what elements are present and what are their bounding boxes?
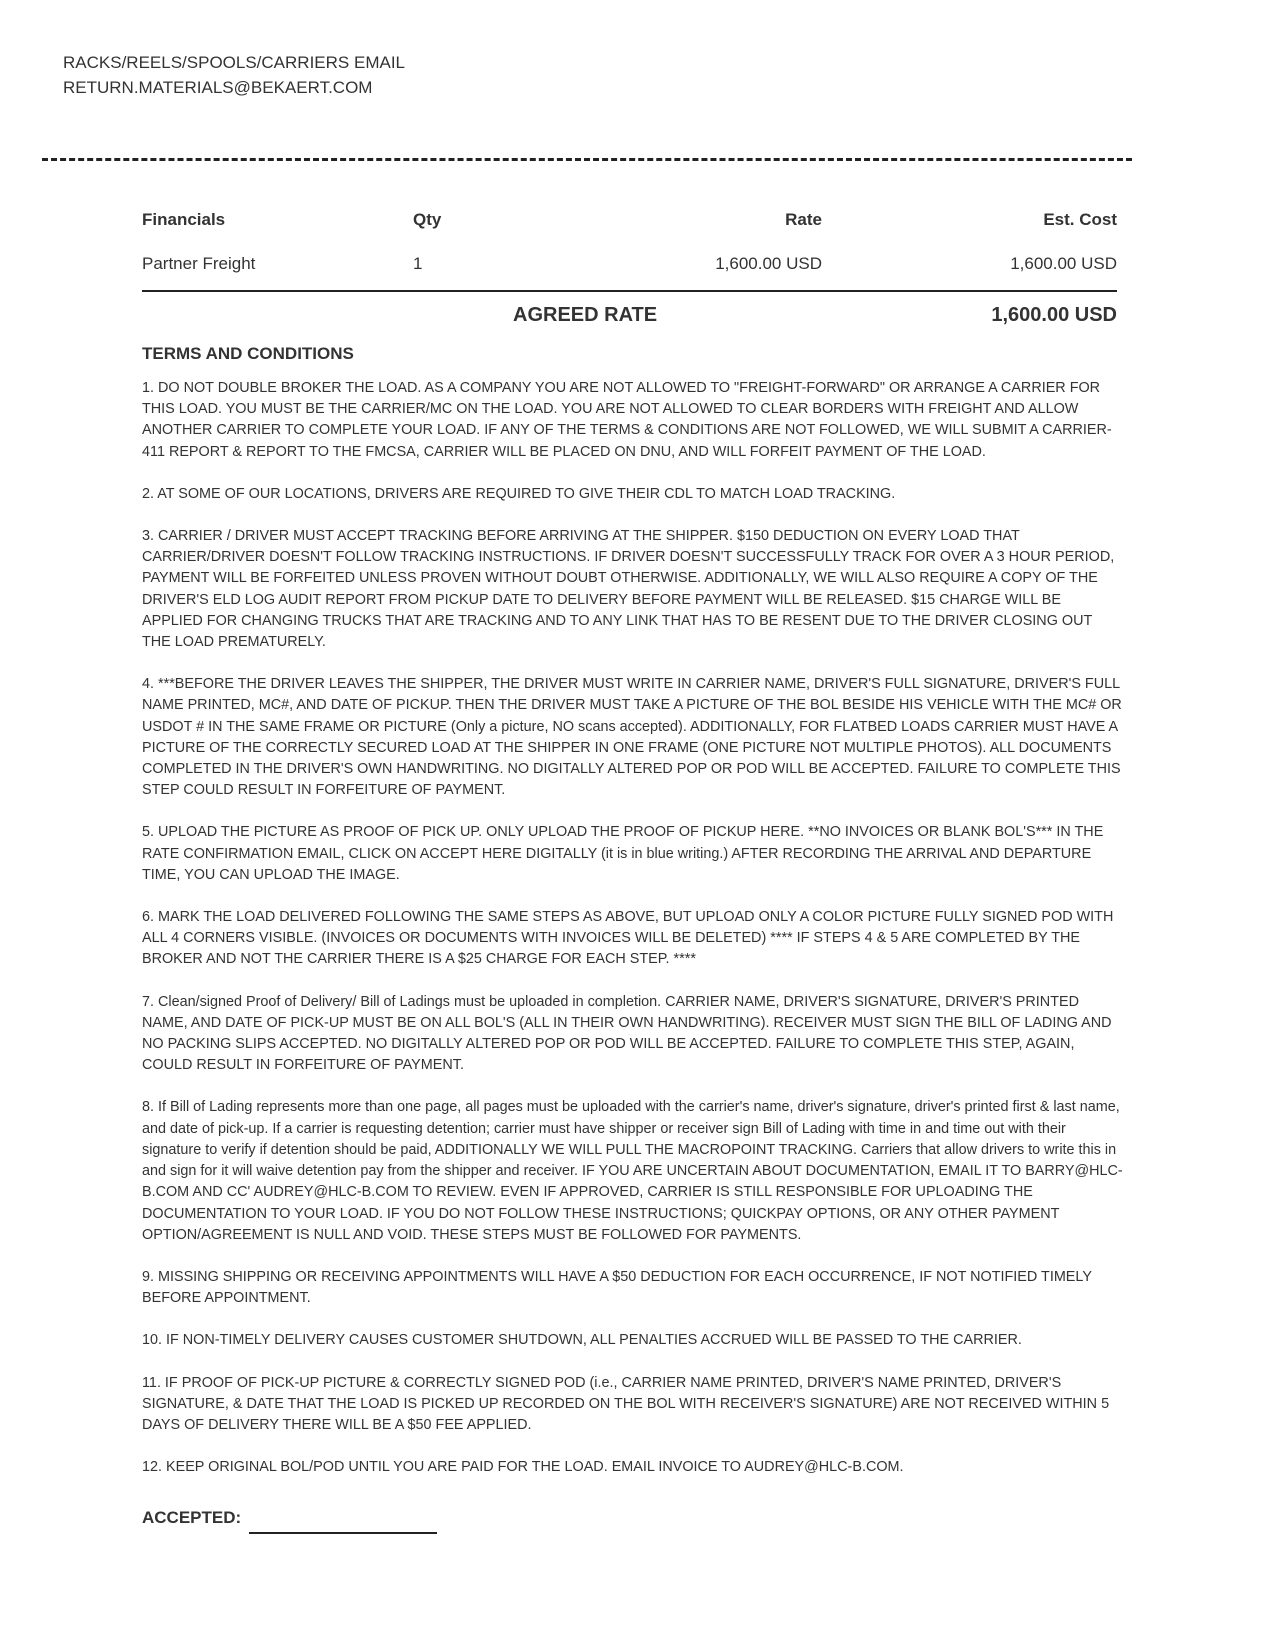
term-item-5: 5. UPLOAD THE PICTURE AS PROOF OF PICK UP. ONLY UPLOAD THE PROOF OF PICKUP HERE. **NO INVOICES OR BLANK BOL'S*** IN THE RATE CONFIRMATION EMAIL, CLICK ON ACCEPT HERE DIGITALLY (it is in blue writing.) AFTER RECORDING THE ARRIVAL AND DEPARTURE TIME, YOU CAN UPLOAD THE IMAGE. — [142, 824, 1104, 883]
term-item-8: 8. If Bill of Lading represents more than one page, all pages must be uploaded with the carrier's name, driver's signature, driver's printed first & last name, and date of pick-up. If a carrier is requesting detention; carrier must have shipper or receiver sign Bill of Lading with time in and time out with their signature to verify if detention should be paid, ADDITIONALLY WE WILL PULL THE MACROPOINT TRACKING. Carriers that allow drivers to write this in and sign for it will waive detention pay from the shipper and receiver. IF YOU ARE UNCERTAIN ABOUT DOCUMENTATION, EMAIL IT TO BARRY@HLC-B.COM AND CC' AUDREY@HLC-B.COM TO REVIEW. EVEN IF APPROVED, CARRIER IS STILL RESPONSIBLE FOR UPLOADING THE DOCUMENTATION TO YOUR LOAD. IF YOU DO NOT FOLLOW THESE INSTRUCTIONS; QUICKPAY OPTIONS, OR ANY OTHER PAYMENT OPTION/AGREEMENT IS NULL AND VOID. THESE STEPS MUST BE FOLLOWED FOR PAYMENTS. — [142, 1099, 1123, 1243]
term-item-6: 6. MARK THE LOAD DELIVERED FOLLOWING THE SAME STEPS AS ABOVE, BUT UPLOAD ONLY A COLOR PICTURE FULLY SIGNED POD WITH ALL 4 CORNERS VISIBLE. (INVOICES OR DOCUMENTS WITH INVOICES WILL BE DELETED) **** IF STEPS 4 & 5 ARE COMPLETED BY THE BROKER AND NOT THE CARRIER THERE IS A $25 CHARGE FOR EACH STEP. **** — [142, 909, 1114, 968]
accepted-signature-line[interactable] — [249, 1532, 437, 1534]
cell-rate: 1,600.00 USD — [715, 254, 822, 273]
header-email: RETURN.MATERIALS@BEKAERT.COM — [63, 78, 373, 97]
financials-table — [142, 210, 1117, 282]
header-contact — [63, 50, 405, 100]
financials-header-row — [142, 210, 1117, 236]
accepted-label: ACCEPTED: — [142, 1508, 242, 1527]
table-row — [142, 236, 1117, 282]
agreed-rate-label: AGREED RATE — [513, 304, 658, 326]
column-header-qty: Qty — [413, 210, 442, 229]
agreed-rate-row — [142, 304, 1117, 330]
term-item-1: 1. DO NOT DOUBLE BROKER THE LOAD. AS A COMPANY YOU ARE NOT ALLOWED TO "FREIGHT-FORWARD" OR ARRANGE A CARRIER FOR THIS LOAD. YOU MUST BE THE CARRIER/MC ON THE LOAD. YOU ARE NOT ALLOWED TO CLEAR BORDERS WITH FREIGHT AND ALLOW ANOTHER CARRIER TO COMPLETE YOUR LOAD. IF ANY OF THE TERMS & CONDITIONS ARE NOT FOLLOWED, WE WILL SUBMIT A CARRIER-411 REPORT & REPORT TO THE FMCSA, CARRIER WILL BE PLACED ON DNU, AND WILL FORFEIT PAYMENT OF THE LOAD. — [142, 380, 1112, 460]
cell-est-cost: 1,600.00 USD — [1010, 254, 1117, 273]
term-item-10: 10. IF NON-TIMELY DELIVERY CAUSES CUSTOMER SHUTDOWN, ALL PENALTIES ACCRUED WILL BE PASSED TO THE CARRIER. — [142, 1332, 1022, 1349]
term-item-11: 11. IF PROOF OF PICK-UP PICTURE & CORRECTLY SIGNED POD (i.e., CARRIER NAME PRINTED, DRIVER'S NAME PRINTED, DRIVER'S SIGNATURE, & DATE THAT THE LOAD IS PICKED UP RECORDED ON THE BOL WITH RECEIVER'S SIGNATURE) ARE NOT RECEIVED WITHIN 5 DAYS OF DELIVERY THERE WILL BE A $50 FEE APPLIED. — [142, 1374, 1110, 1433]
terms-list — [142, 378, 1124, 1499]
term-item-7: 7. Clean/signed Proof of Delivery/ Bill of Ladings must be uploaded in completion. CARRIER NAME, DRIVER'S SIGNATURE, DRIVER'S PRINTED NAME, AND DATE OF PICK-UP MUST BE ON ALL BOL'S (ALL IN THEIR OWN HANDWRITING). RECEIVER MUST SIGN THE BILL OF LADING AND NO PACKING SLIPS ACCEPTED. NO DIGITALLY ALTERED POP OR POD WILL BE ACCEPTED. FAILURE TO COMPLETE THIS STEP, AGAIN, COULD RESULT IN FORFEITURE OF PAYMENT. — [142, 993, 1112, 1074]
term-item-3: 3. CARRIER / DRIVER MUST ACCEPT TRACKING BEFORE ARRIVING AT THE SHIPPER. $150 DEDUCTION ON EVERY LOAD THAT CARRIER/DRIVER DOESN'T FOLLOW TRACKING INSTRUCTIONS. IF DRIVER DOESN'T SUCCESSFULLY TRACK FOR OVER A 3 HOUR PERIOD, PAYMENT WILL BE FORFEITED UNLESS PROVEN WITHOUT DOUBT OTHERWISE. ADDITIONALLY, WE WILL ALSO REQUIRE A COPY OF THE DRIVER'S ELD LOG AUDIT REPORT FROM PICKUP DATE TO DELIVERY BEFORE PAYMENT WILL BE RELEASED. $15 CHARGE WILL BE APPLIED FOR CHANGING TRUCKS THAT ARE TRACKING AND TO ANY LINK THAT HAS TO BE RESENT DUE TO THE DRIVER CLOSING OUT THE LOAD PREMATURELY. — [142, 528, 1115, 651]
term-item-4: 4. ***BEFORE THE DRIVER LEAVES THE SHIPPER, THE DRIVER MUST WRITE IN CARRIER NAME, DRIVER'S FULL SIGNATURE, DRIVER'S FULL NAME PRINTED, MC#, AND DATE OF PICKUP. THEN THE DRIVER MUST TAKE A PICTURE OF THE BOL BESIDE HIS VEHICLE WITH THE MC# OR USDOT # IN THE SAME FRAME OR PICTURE (Only a picture, NO scans accepted). ADDITIONALLY, FOR FLATBED LOADS CARRIER MUST HAVE A PICTURE OF THE CORRECTLY SECURED LOAD AT THE SHIPPER IN ONE FRAME (ONE PICTURE NOT MULTIPLE PHOTOS). ALL DOCUMENTS COMPLETED IN THE DRIVER'S OWN HANDWRITING. NO DIGITALLY ALTERED POP OR POD WILL BE ACCEPTED. FAILURE TO COMPLETE THIS STEP COULD RESULT IN FORFEITURE OF PAYMENT. — [142, 676, 1122, 799]
term-item-9: 9. MISSING SHIPPING OR RECEIVING APPOINTMENTS WILL HAVE A $50 DEDUCTION FOR EACH OCCURRENCE, IF NOT NOTIFIED TIMELY BEFORE APPOINTMENT. — [142, 1268, 1092, 1307]
financials-total-rule — [142, 290, 1117, 292]
dashed-divider — [42, 158, 1132, 161]
term-item-12: 12. KEEP ORIGINAL BOL/POD UNTIL YOU ARE PAID FOR THE LOAD. EMAIL INVOICE TO AUDREY@HLC-B.COM. — [142, 1459, 904, 1476]
term-item-2: 2. AT SOME OF OUR LOCATIONS, DRIVERS ARE REQUIRED TO GIVE THEIR CDL TO MATCH LOAD TRACKING. — [142, 485, 896, 502]
cell-item: Partner Freight — [142, 254, 256, 273]
column-header-financials: Financials — [142, 210, 226, 229]
agreed-rate-value: 1,600.00 USD — [991, 304, 1117, 326]
accepted-signature-block — [142, 1508, 437, 1528]
header-line-1: RACKS/REELS/SPOOLS/CARRIERS EMAIL — [63, 53, 405, 72]
cell-qty: 1 — [413, 254, 423, 273]
column-header-est-cost: Est. Cost — [1043, 210, 1117, 229]
column-header-rate: Rate — [785, 210, 822, 229]
terms-title: TERMS AND CONDITIONS — [142, 344, 354, 363]
